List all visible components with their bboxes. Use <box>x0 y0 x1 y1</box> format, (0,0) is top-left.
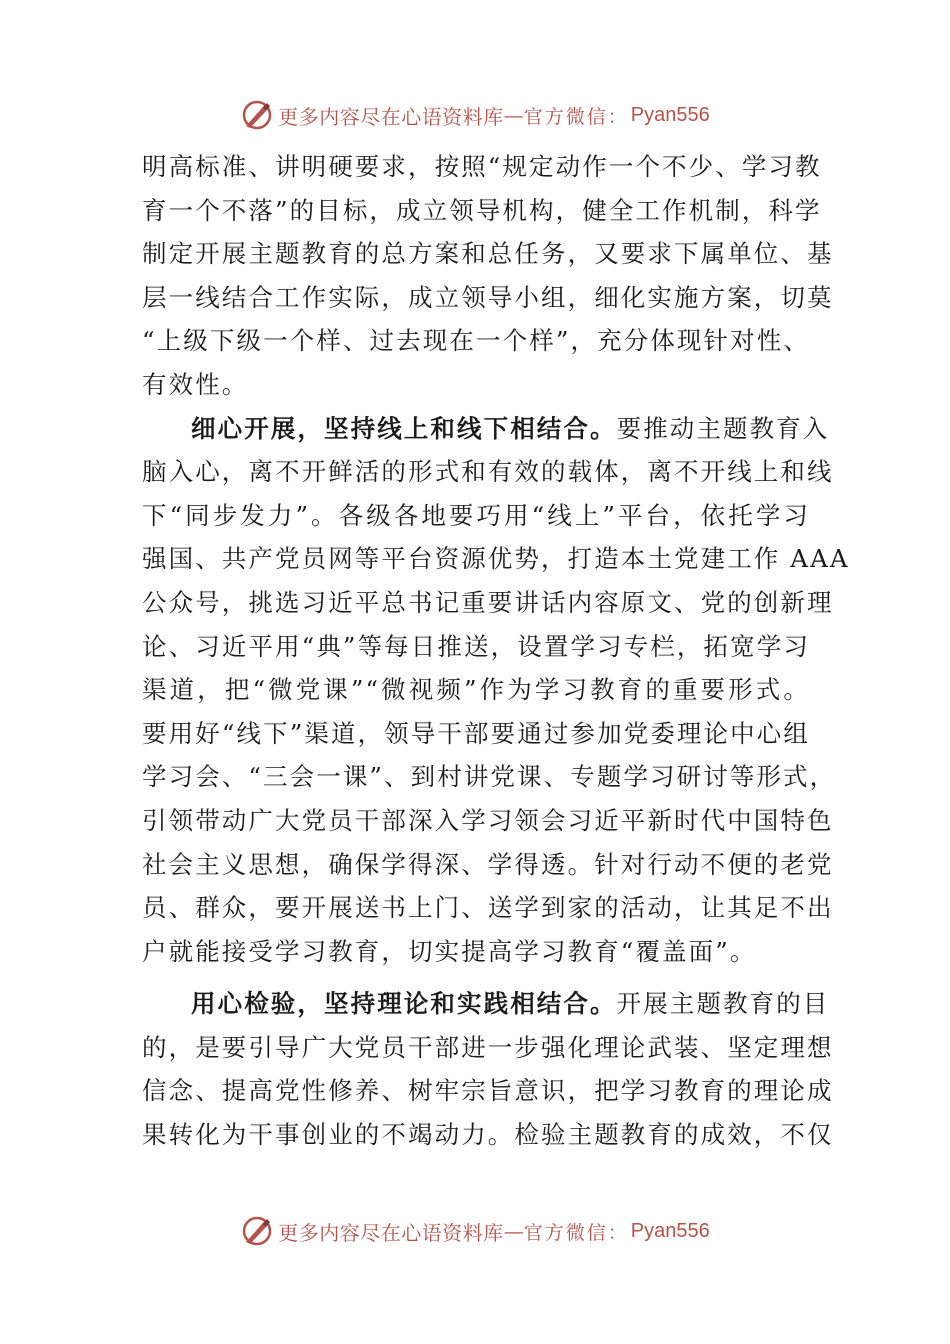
text-line: “上级下级一个样、过去现在一个样”，充分体现针对性、 <box>142 326 810 356</box>
text-line: 论、习近平用“典”等每日推送，设置学习专栏，拓宽学习 <box>142 631 810 661</box>
text-line: 学习会、“三会一课”、到村讲党课、专题学习研讨等形式， <box>142 762 837 792</box>
text-line: 脑入心，离不开鲜活的形式和有效的载体，离不开线上和线 <box>142 457 834 487</box>
text-line: 明高标准、讲明硬要求，按照“规定动作一个不少、学习教 <box>142 152 822 181</box>
banner-wechat-id: Pyan556 <box>630 103 710 126</box>
text-line: 制定开展主题教育的总方案和总任务，又要求下属单位、基 <box>142 239 834 269</box>
banner-wechat-label: 官方微信： <box>523 105 629 128</box>
banner-wechat-id: Pyan556 <box>630 1219 710 1242</box>
text-line: 信念、提高党性修养、树牢宗旨意识，把学习教育的理论成 <box>142 1076 834 1106</box>
paragraph-heading: 用心检验，坚持理论和实践相结合。 <box>191 989 617 1019</box>
text-line: 下“同步发力”。各级各地要巧用“线上”平台，依托学习 <box>142 500 810 530</box>
document-body <box>142 145 850 1157</box>
paragraph-2 <box>142 407 850 974</box>
text-line: 果转化为干事创业的不竭动力。检验主题教育的成效，不仅 <box>142 1120 834 1150</box>
text-line: 户就能接受学习教育，切实提高学习教育“覆盖面”。 <box>142 936 757 966</box>
paragraph-first-line <box>142 407 830 451</box>
text-line: 有效性。 <box>142 369 249 399</box>
text-line: 员、群众，要开展送书上门、送学到家的活动，让其足不出 <box>142 893 834 923</box>
text-run: 要推动主题教育入 <box>616 413 830 443</box>
footer-watermark-banner <box>0 1211 950 1251</box>
text-line: 引领带动广大党员干部深入学习领会习近平新时代中国特色 <box>142 805 834 835</box>
paragraph-1 <box>142 145 834 407</box>
paragraph-3 <box>142 982 834 1156</box>
text-line: 渠道，把“微党课”“微视频”作为学习教育的重要形式。 <box>142 675 810 705</box>
text-line: 的，是要引导广大党员干部进一步强化理论武装、坚定理想 <box>142 1032 834 1062</box>
pen-logo-icon <box>240 98 274 132</box>
banner-separator: — <box>503 103 524 127</box>
header-watermark-banner <box>0 95 950 135</box>
text-line: 强国、共产党员网等平台资源优势，打造本土党建工作 AAA <box>142 544 850 574</box>
paragraph-heading: 细心开展，坚持线上和线下相结合。 <box>191 413 617 443</box>
text-line: 育一个不落”的目标，成立领导机构，健全工作机制，科学 <box>142 195 822 225</box>
banner-wechat-label: 官方微信： <box>523 1221 629 1244</box>
text-line: 社会主义思想，确保学得深、学得透。针对行动不便的老党 <box>142 849 834 879</box>
text-line: 要用好“线下”渠道，领导干部要通过参加党委理论中心组 <box>142 718 810 748</box>
text-run: 开展主题教育的目 <box>616 989 830 1019</box>
banner-site-text: 更多内容尽在心语资料库 <box>278 104 504 129</box>
paragraph-first-line <box>142 982 830 1026</box>
banner-separator: — <box>503 1219 524 1243</box>
text-line: 层一线结合工作实际，成立领导小组，细化实施方案，切莫 <box>142 282 834 312</box>
banner-site-text: 更多内容尽在心语资料库 <box>278 1220 504 1245</box>
pen-logo-icon <box>240 1214 274 1248</box>
text-line: 公众号，挑选习近平总书记重要讲话内容原文、党的创新理 <box>142 587 834 617</box>
